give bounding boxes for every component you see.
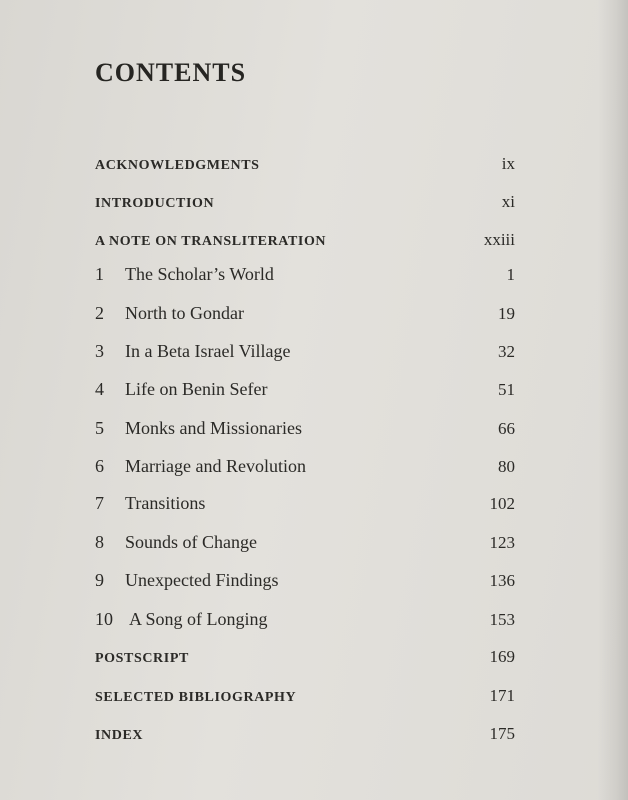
chapter-number: 1 bbox=[95, 264, 104, 284]
chapter-title: Sounds of Change bbox=[125, 532, 257, 552]
chapter-number: 3 bbox=[95, 341, 104, 361]
chapter-title: Marriage and Revolution bbox=[125, 456, 306, 476]
chapter-title: Transitions bbox=[125, 493, 206, 513]
toc-entry-index bbox=[95, 716, 515, 744]
chapter-number: 7 bbox=[95, 493, 104, 513]
toc-entry-transliteration bbox=[95, 222, 515, 250]
toc-chapter-5 bbox=[95, 411, 515, 439]
toc-entry-label: INDEX bbox=[95, 728, 144, 743]
toc-entry-page: 102 bbox=[489, 494, 515, 513]
toc-entry-page: 153 bbox=[489, 610, 515, 629]
chapter-title: The Scholar’s World bbox=[125, 264, 274, 284]
toc-entry-acknowledgments bbox=[95, 146, 515, 174]
toc-entry-page: 123 bbox=[489, 533, 515, 552]
toc-entry-postscript bbox=[95, 639, 515, 667]
chapter-title: Unexpected Findings bbox=[125, 570, 279, 590]
toc-entry-label: A NOTE ON TRANSLITERATION bbox=[95, 234, 327, 249]
toc-chapter-4 bbox=[95, 372, 515, 400]
chapter-title: Monks and Missionaries bbox=[125, 418, 302, 438]
toc-chapter-9 bbox=[95, 563, 515, 591]
toc-entry-label: POSTSCRIPT bbox=[95, 651, 189, 666]
toc-entry-page: 169 bbox=[489, 647, 515, 666]
toc-entry-page: 66 bbox=[498, 419, 515, 438]
toc-chapter-6 bbox=[95, 449, 515, 477]
chapter-number: 10 bbox=[95, 609, 113, 629]
chapter-number: 6 bbox=[95, 456, 104, 476]
toc-entry-page: 51 bbox=[498, 380, 515, 399]
toc-chapter-8 bbox=[95, 525, 515, 553]
chapter-number: 2 bbox=[95, 303, 104, 323]
page-title: CONTENTS bbox=[95, 58, 247, 87]
toc-entry-label: INTRODUCTION bbox=[95, 196, 215, 211]
toc-entry-page: 32 bbox=[498, 342, 515, 361]
chapter-title: North to Gondar bbox=[125, 303, 244, 323]
toc-entry-page: 175 bbox=[489, 724, 515, 743]
toc-entry-page: xxiii bbox=[483, 230, 515, 249]
chapter-number: 5 bbox=[95, 418, 104, 438]
toc-chapter-1 bbox=[95, 257, 515, 285]
toc-entry-page: ix bbox=[501, 154, 515, 173]
chapter-title: Life on Benin Sefer bbox=[125, 379, 268, 399]
chapter-title: In a Beta Israel Village bbox=[125, 341, 291, 361]
toc-entry-page: xi bbox=[501, 192, 515, 211]
toc-entry-page: 1 bbox=[506, 265, 515, 284]
toc-entry-page: 19 bbox=[498, 304, 515, 323]
chapter-number: 8 bbox=[95, 532, 104, 552]
chapter-number: 9 bbox=[95, 570, 104, 590]
toc-entry-page: 171 bbox=[489, 686, 515, 705]
toc-chapter-7 bbox=[95, 486, 515, 514]
toc-chapter-10 bbox=[95, 602, 515, 630]
toc-entry-label: SELECTED BIBLIOGRAPHY bbox=[95, 690, 297, 705]
chapter-number: 4 bbox=[95, 379, 104, 399]
toc-entry-introduction bbox=[95, 184, 515, 212]
toc-entry-bibliography bbox=[95, 678, 515, 706]
toc-entry-page: 136 bbox=[489, 571, 515, 590]
toc-chapter-2 bbox=[95, 296, 515, 324]
toc-entry-label: ACKNOWLEDGMENTS bbox=[95, 158, 260, 173]
toc-entry-page: 80 bbox=[498, 457, 515, 476]
chapter-title: A Song of Longing bbox=[129, 609, 268, 629]
toc-chapter-3 bbox=[95, 334, 515, 362]
